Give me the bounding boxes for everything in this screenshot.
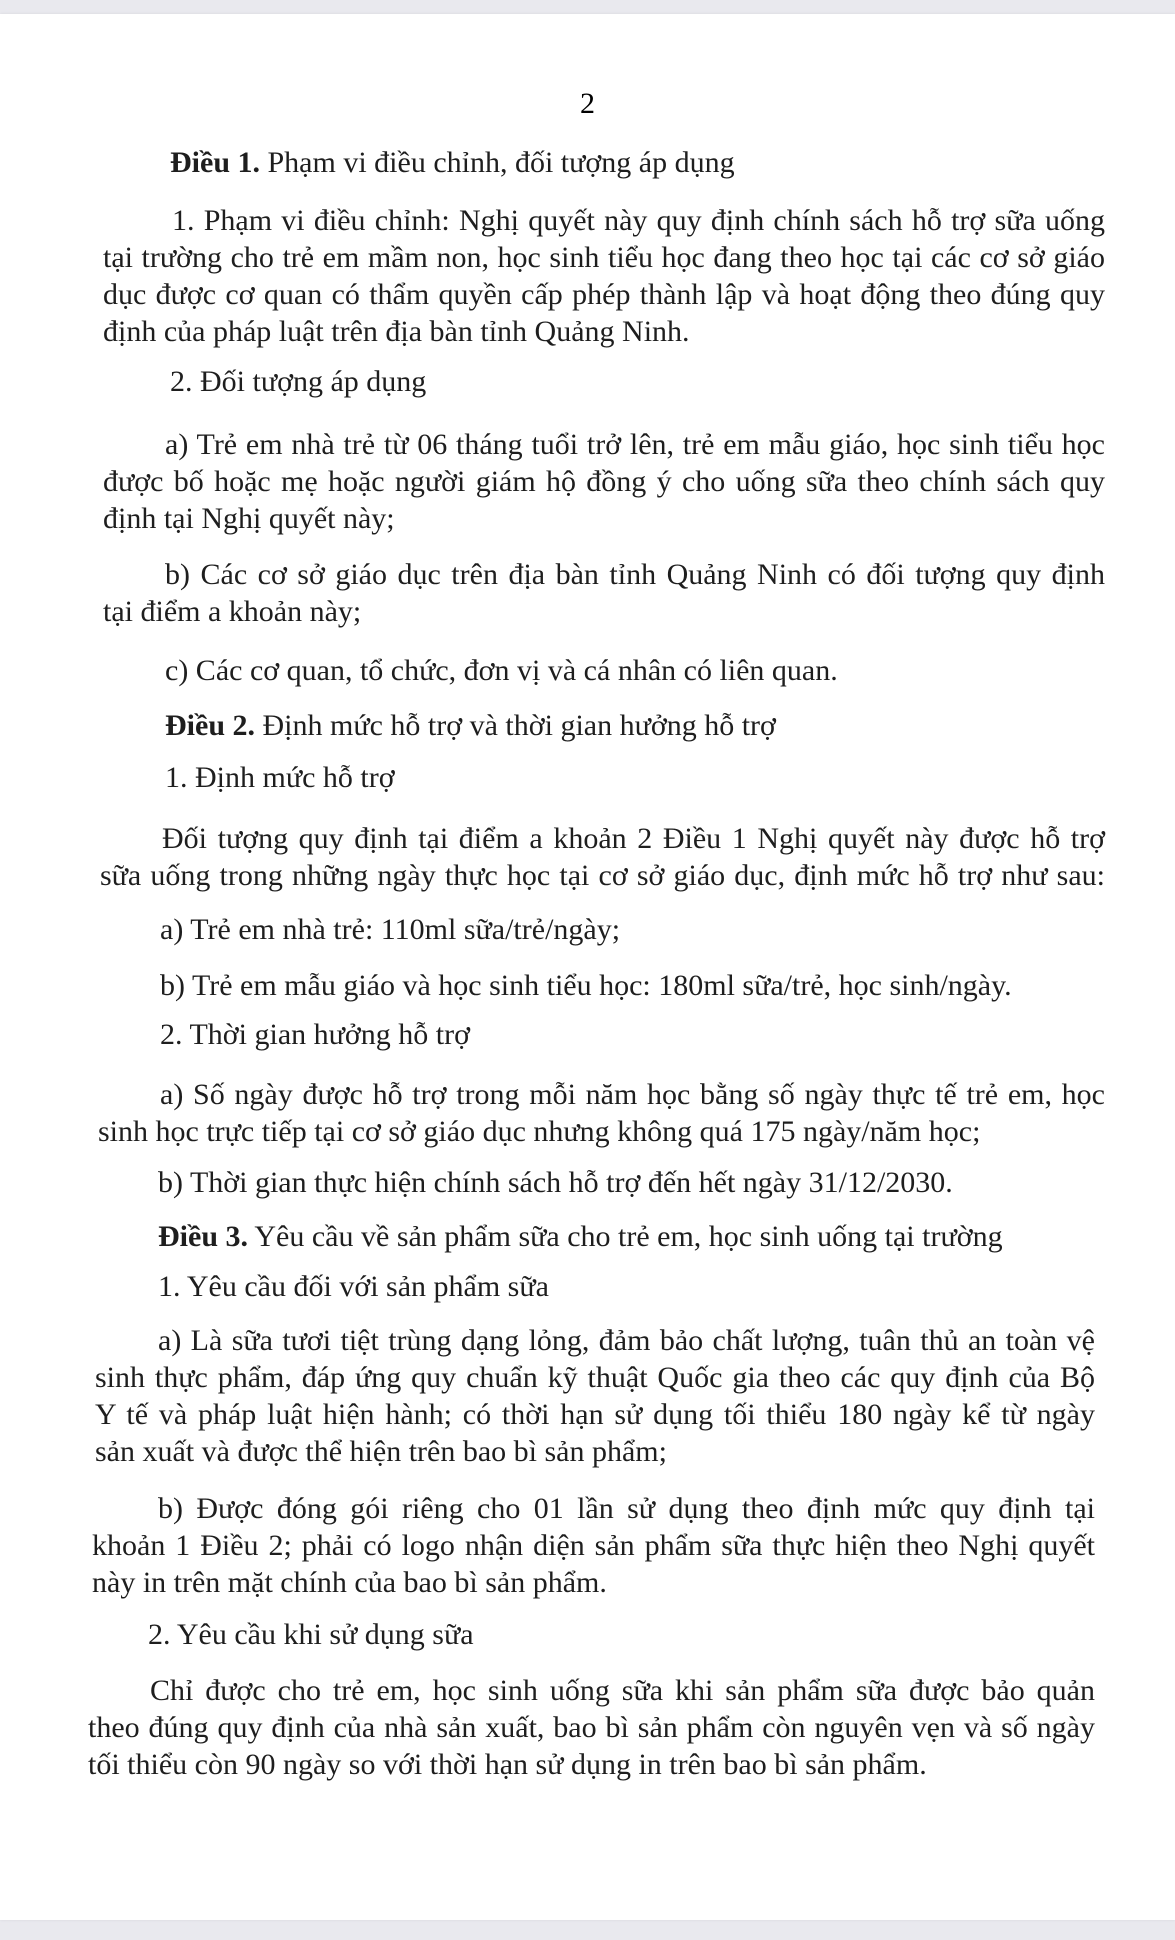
article-2-heading (165, 709, 776, 743)
article-2-label: Điều 2. (165, 709, 255, 742)
article-3-heading (158, 1220, 1003, 1254)
paragraph-line: này in trên mặt chính của bao bì sản phẩm. (92, 1566, 607, 1599)
article-1-heading (170, 146, 735, 180)
article-3-label: Điều 3. (158, 1220, 248, 1253)
paragraph-line: c) Các cơ quan, tổ chức, đơn vị và cá nhân có liên quan. (165, 654, 838, 687)
paragraph-line: b) Các cơ sở giáo dục trên địa bàn tỉnh Quảng Ninh có đối tượng quy định (165, 558, 1105, 591)
paragraph-line: a) Số ngày được hỗ trợ trong mỗi năm học bằng số ngày thực tế trẻ em, học (160, 1078, 1105, 1111)
clause-title: 2. Yêu cầu khi sử dụng sữa (148, 1618, 474, 1651)
clause-title: 2. Đối tượng áp dụng (170, 365, 427, 398)
paragraph-line: Chỉ được cho trẻ em, học sinh uống sữa khi sản phẩm sữa được bảo quản (150, 1674, 1095, 1707)
article-3-title: Yêu cầu về sản phẩm sữa cho trẻ em, học sinh uống tại trường (248, 1220, 1003, 1253)
paragraph-line: 1. Phạm vi điều chỉnh: Nghị quyết này quy định chính sách hỗ trợ sữa uống (172, 204, 1105, 237)
paragraph-line: b) Được đóng gói riêng cho 01 lần sử dụng theo định mức quy định tại (158, 1492, 1095, 1525)
paragraph-line: tại điểm a khoản này; (103, 595, 362, 628)
paragraph-line: được bố hoặc mẹ hoặc người giám hộ đồng ý cho uống sữa theo chính sách quy (103, 465, 1105, 498)
article-1-title: Phạm vi điều chỉnh, đối tượng áp dụng (260, 146, 735, 179)
clause-title: 1. Định mức hỗ trợ (165, 761, 395, 794)
paragraph-line: sữa uống trong những ngày thực học tại cơ sở giáo dục, định mức hỗ trợ như sau: (100, 859, 1105, 892)
clause-title: 1. Yêu cầu đối với sản phẩm sữa (158, 1270, 549, 1303)
paragraph-line: dục được cơ quan có thẩm quyền cấp phép thành lập và hoạt động theo đúng quy (103, 278, 1105, 311)
article-2-title: Định mức hỗ trợ và thời gian hưởng hỗ trợ (255, 709, 776, 742)
paragraph-line: b) Trẻ em mẫu giáo và học sinh tiểu học: 180ml sữa/trẻ, học sinh/ngày. (160, 969, 1012, 1002)
paragraph-line: theo đúng quy định của nhà sản xuất, bao bì sản phẩm còn nguyên vẹn và số ngày (88, 1711, 1095, 1744)
paragraph-line: sinh thực phẩm, đáp ứng quy chuẩn kỹ thuật Quốc gia theo các quy định của Bộ (95, 1361, 1095, 1394)
paragraph-line: tại trường cho trẻ em mầm non, học sinh tiểu học đang theo học tại các cơ sở giáo (103, 241, 1105, 274)
paragraph-line: a) Trẻ em nhà trẻ: 110ml sữa/trẻ/ngày; (160, 913, 621, 946)
paragraph-line: b) Thời gian thực hiện chính sách hỗ trợ đến hết ngày 31/12/2030. (158, 1166, 953, 1199)
paragraph-line: a) Là sữa tươi tiệt trùng dạng lỏng, đảm bảo chất lượng, tuân thủ an toàn vệ (158, 1324, 1095, 1357)
paragraph-line: sinh học trực tiếp tại cơ sở giáo dục nhưng không quá 175 ngày/năm học; (98, 1115, 981, 1148)
article-1-label: Điều 1. (170, 146, 260, 179)
paragraph-line: định tại Nghị quyết này; (103, 502, 395, 535)
paragraph-line: Y tế và pháp luật hiện hành; có thời hạn sử dụng tối thiểu 180 ngày kể từ ngày (95, 1398, 1095, 1431)
paragraph-line: định của pháp luật trên địa bàn tỉnh Quảng Ninh. (103, 315, 690, 348)
paragraph-line: sản xuất và được thể hiện trên bao bì sản phẩm; (95, 1435, 667, 1468)
clause-title: 2. Thời gian hưởng hỗ trợ (160, 1018, 470, 1051)
paragraph-line: a) Trẻ em nhà trẻ từ 06 tháng tuổi trở lên, trẻ em mẫu giáo, học sinh tiểu học (165, 428, 1105, 461)
paragraph-line: Đối tượng quy định tại điểm a khoản 2 Điều 1 Nghị quyết này được hỗ trợ (162, 822, 1105, 855)
document-page (0, 14, 1175, 1920)
page-number: 2 (580, 87, 595, 120)
paragraph-line: khoản 1 Điều 2; phải có logo nhận diện sản phẩm sữa thực hiện theo Nghị quyết (92, 1529, 1095, 1562)
paragraph-line: tối thiểu còn 90 ngày so với thời hạn sử dụng in trên bao bì sản phẩm. (88, 1748, 927, 1781)
